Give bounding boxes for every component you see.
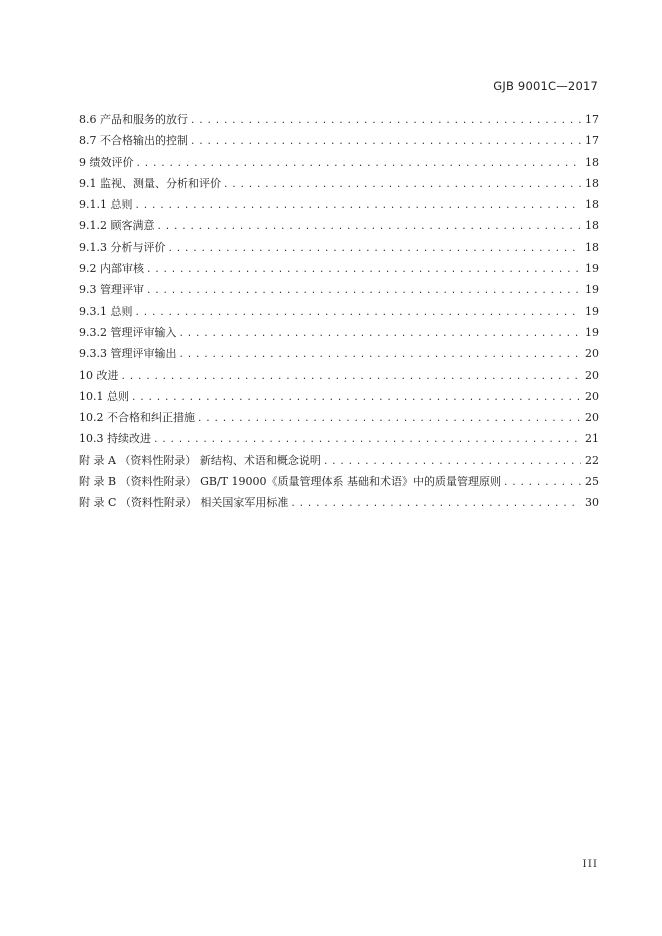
toc-entry-page: 25 [585,475,599,489]
toc-entry-page: 19 [585,283,599,297]
toc-entry-page: 18 [585,198,599,212]
toc-entry [79,152,599,173]
toc-dot-leader [146,281,581,302]
toc-entry [79,365,599,386]
toc-entry-title: 10.3 持续改进 [79,432,151,446]
toc-entry-page: 19 [585,262,599,276]
toc-entry-title: 9.3.1 总则 [79,304,133,318]
toc-entry [79,173,599,194]
toc-entry-title: 9.2 内部审核 [79,262,144,276]
toc-entry [79,237,599,258]
toc-entry-title: 8.6 产品和服务的放行 [79,113,188,126]
toc-entry [79,492,599,513]
toc-entry-title: 9.1.2 顾客满意 [79,219,155,233]
toc-dot-leader [503,473,581,494]
toc-dot-leader [323,452,581,473]
toc-entry-page: 18 [585,155,599,169]
toc-entry-page: 18 [585,240,599,254]
toc-entry-page: 18 [585,219,599,233]
toc-entry [79,279,599,300]
toc-entry [79,428,599,449]
toc-dot-leader [146,260,581,281]
toc-entry-page: 21 [585,432,599,446]
toc-entry [79,450,599,471]
toc-dot-leader [190,132,581,153]
toc-entry [79,322,599,343]
toc-entry [79,301,599,322]
toc-entry [79,194,599,215]
toc-dot-leader [168,239,582,260]
toc-entry-title: 9.1.1 总则 [79,198,133,212]
document-code-header: GJB 9001C—2017 [493,79,598,93]
toc-entry [79,343,599,364]
toc-entry-title: 附 录 B （资料性附录） GB/T 19000《质量管理体系 基础和术语》中的质量管理原则 [79,475,501,489]
toc-entry-page: 19 [585,325,599,339]
toc-entry-title: 9 绩效评价 [79,155,134,169]
toc-entry-title: 10.2 不合格和纠正措施 [79,411,195,425]
toc-dot-leader [179,345,582,366]
toc-entry-title: 附 录 A （资料性附录） 新结构、术语和概念说明 [79,453,321,467]
toc-entry-title: 9.3 管理评审 [79,283,144,297]
toc-entry [79,471,599,492]
toc-dot-leader [290,494,581,515]
toc-entry-title: 9.3.3 管理评审输出 [79,347,177,361]
toc-entry-title: 9.1.3 分析与评价 [79,240,166,254]
toc-entry-title: 10.1 总则 [79,389,129,403]
toc-dot-leader [135,303,582,324]
toc-entry [79,386,599,407]
toc-entry-title: 10 改进 [79,368,119,382]
toc-entry [79,407,599,428]
toc-dot-leader [153,430,581,451]
toc-dot-leader [190,111,581,132]
toc-entry-page: 20 [585,411,599,425]
toc-entry-title: 9.1 监视、测量、分析和评价 [79,176,221,190]
toc-entry-page: 20 [585,347,599,361]
toc-entry-page: 17 [585,113,599,126]
toc-entry-page: 18 [585,176,599,190]
toc-dot-leader [135,196,582,217]
toc-dot-leader [197,409,581,430]
toc-entry-page: 30 [585,496,599,510]
table-of-contents [79,109,599,514]
toc-entry-page: 17 [585,134,599,148]
toc-entry-page: 20 [585,368,599,382]
toc-entry-page: 20 [585,389,599,403]
toc-entry-title: 9.3.2 管理评审输入 [79,325,177,339]
toc-entry-page: 22 [585,453,599,467]
toc-dot-leader [131,388,581,409]
toc-dot-leader [179,324,582,345]
toc-dot-leader [121,367,582,388]
toc-entry-page: 19 [585,304,599,318]
toc-dot-leader [136,154,582,175]
toc-entry [79,130,599,151]
toc-entry [79,109,599,130]
toc-entry [79,258,599,279]
toc-entry-title: 8.7 不合格输出的控制 [79,134,188,148]
page-number: III [582,858,598,870]
toc-dot-leader [157,217,582,238]
toc-dot-leader [223,175,581,196]
toc-entry [79,215,599,236]
toc-entry-title: 附 录 C （资料性附录） 相关国家军用标准 [79,496,289,510]
